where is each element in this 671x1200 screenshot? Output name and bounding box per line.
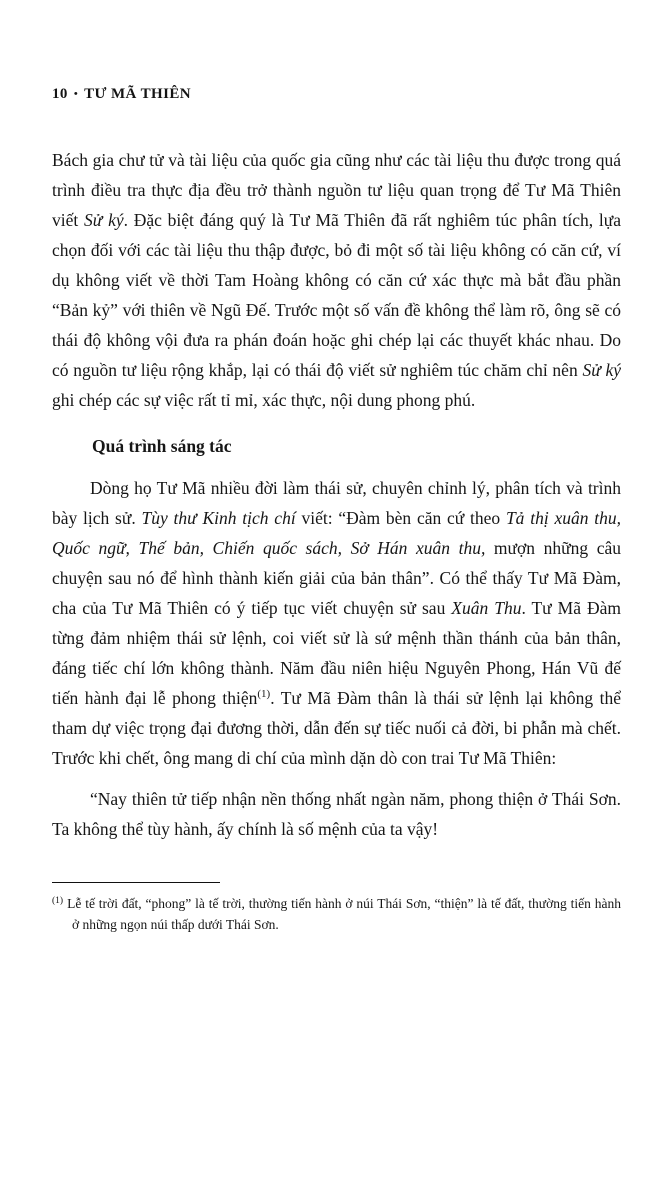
footnote-reference: (1) <box>257 688 271 701</box>
paragraph-1 <box>52 145 621 415</box>
work-title-italic: Sử ký <box>582 360 621 380</box>
running-header <box>52 86 621 103</box>
text-run: . Tư Mã Đàm từng đảm nhiệm thái sử lệnh, coi viết sử là sứ mệnh thần thánh của bản thân, đáng tiếc chí lớn không thành. Năm đầu niên hiệu Nguyên Phong, Hán Vũ đế tiến hành đại lễ phong thiện <box>52 598 621 708</box>
footnote <box>52 893 621 935</box>
paragraph-3-quote: “Nay thiên tử tiếp nhận nền thống nhất ngàn năm, phong thiện ở Thái Sơn. Ta không thể tùy hành, ấy chính là số mệnh của ta vậy! <box>52 789 621 839</box>
work-title-italic: Tả thị xuân thu, Quốc ngữ, Thế bản, Chiến quốc sách, Sở Hán xuân thu, <box>52 508 621 558</box>
text-run: Dòng họ Tư Mã nhiều đời làm thái sử, chuyên chỉnh lý, phân tích và trình bày lịch sử. <box>52 478 621 528</box>
text-run: . Tư Mã Đàm thân là thái sử lệnh lại không thể tham dự việc trọng đại đương thời, dẫn đến sự tiếc nuối cả đời, bi phẫn mà chết. Trước khi chết, ông mang di chí của mình dặn dò con trai Tư Mã Thiên: <box>52 688 622 768</box>
paragraph-2 <box>52 473 621 773</box>
text-run: . Đặc biệt đáng quý là Tư Mã Thiên đã rất nghiêm túc phân tích, lựa chọn đối với các tài liệu thu thập được, bỏ đi một số tài liệu không có căn cứ, ví dụ không viết về thời Tam Hoàng không có căn cứ xác thực mà bắt đầu phần “Bản kỷ” với thiên về Ngũ Đế. Trước một số vấn đề không thể làm rõ, ông sẽ có thái độ không vội đưa ra phán đoán hoặc ghi chép lại các thuyết khác nhau. Do có nguồn tư liệu rộng khắp, lại có thái độ viết sử nghiêm túc chăm chỉ nên <box>52 210 621 380</box>
text-run: ghi chép các sự việc rất tỉ mỉ, xác thực, nội dung phong phú. <box>52 390 476 410</box>
footnote-marker: (1) <box>52 895 64 906</box>
page-body <box>52 145 621 844</box>
section-heading: Quá trình sáng tác <box>92 436 232 456</box>
footnote-text: Lễ tế trời đất, “phong” là tế trời, thường tiến hành ở núi Thái Sơn, “thiện” là tế đất, thường tiến hành ở những ngọn núi thấp dưới Thái Sơn. <box>67 896 621 932</box>
footnote-divider <box>52 882 220 883</box>
text-run: mượn những câu chuyện sau nó để hình thành kiến giải của bản thân”. Có thể thấy Tư Mã Đàm, cha của Tư Mã Thiên có ý tiếp tục viết chuyện sử sau <box>52 538 621 618</box>
text-run: Bách gia chư tử và tài liệu của quốc gia cũng như các tài liệu thu được trong quá trình điều tra thực địa đều trở thành nguồn tư liệu quan trọng để Tư Mã Thiên viết <box>52 150 621 230</box>
book-title-header: TƯ MÃ THIÊN <box>84 86 191 102</box>
bullet-separator-icon: • <box>73 88 79 100</box>
work-title-italic: Tùy thư Kinh tịch chí <box>141 508 296 528</box>
text-run: viết: “Đàm bèn căn cứ theo <box>295 508 506 528</box>
page-number: 10 <box>52 86 68 102</box>
work-title-italic: Xuân Thu <box>451 598 522 618</box>
work-title-italic: Sử ký <box>84 210 124 230</box>
